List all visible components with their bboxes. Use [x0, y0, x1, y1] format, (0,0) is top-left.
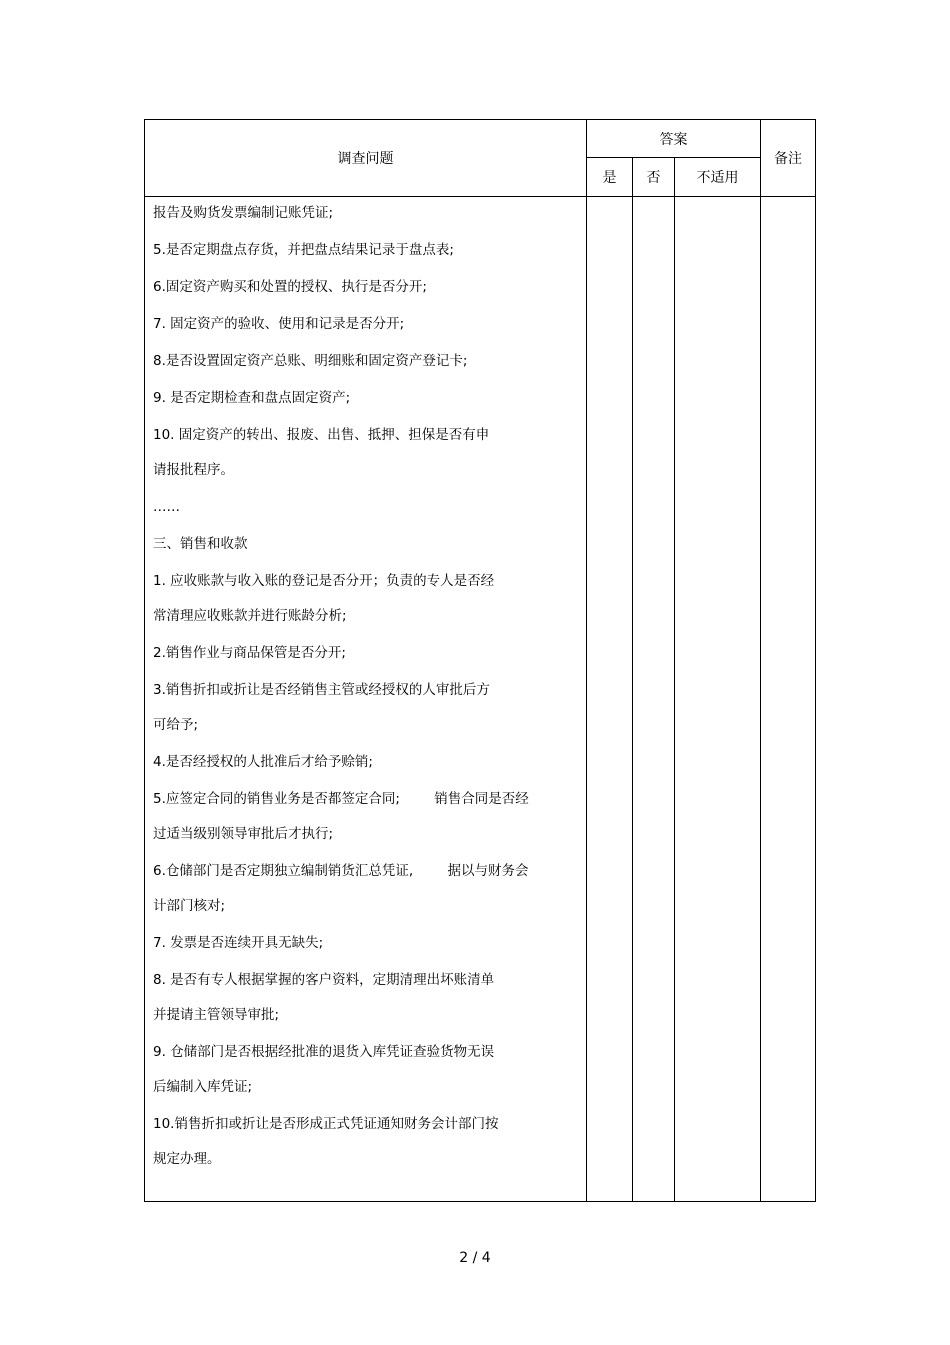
page-number: 2 / 4 [459, 1250, 491, 1266]
question-item [153, 202, 586, 224]
question-line: 常清理应收账款并进行账龄分析; [153, 608, 347, 624]
question-cell [145, 197, 587, 1202]
question-item [153, 932, 586, 954]
question-item [153, 533, 586, 555]
question-item [153, 751, 586, 773]
answer-no-cell[interactable] [633, 197, 675, 1202]
question-item [153, 1041, 586, 1098]
question-line: 计部门核对; [153, 898, 226, 914]
question-line: 请报批程序。 [153, 462, 234, 478]
answer-na-cell[interactable] [675, 197, 761, 1202]
question-item [153, 496, 586, 518]
question-line: 4.是否经授权的人批准后才给予赊销; [153, 754, 373, 770]
question-line: 报告及购货发票编制记账凭证; [153, 205, 334, 221]
question-line: 9. 是否定期检查和盘点固定资产; [153, 390, 351, 406]
header-no: 否 [633, 158, 675, 197]
remark-cell[interactable] [761, 197, 816, 1202]
answer-yes-cell[interactable] [587, 197, 633, 1202]
question-item [153, 679, 586, 736]
question-line: 1. 应收账款与收入账的登记是否分开；负责的专人是否经 [153, 573, 495, 589]
question-item [153, 424, 586, 481]
question-line: 5.应签定合同的销售业务是否都签定合同; 销售合同是否经 [153, 791, 529, 807]
question-line: 可给予; [153, 717, 199, 733]
question-line: 10.销售折扣或折让是否形成正式凭证通知财务会计部门按 [153, 1116, 499, 1132]
question-item [153, 788, 586, 845]
header-answer: 答案 [587, 120, 761, 158]
question-item [153, 276, 586, 298]
question-line: 9. 仓储部门是否根据经批准的退货入库凭证查验货物无误 [153, 1044, 495, 1060]
header-question: 调查问题 [145, 120, 587, 197]
question-line: 6.固定资产购买和处置的授权、执行是否分开; [153, 279, 427, 295]
question-item [153, 570, 586, 627]
question-item [153, 387, 586, 409]
question-item [153, 313, 586, 335]
question-line: 过适当级别领导审批后才执行; [153, 826, 334, 842]
question-item [153, 239, 586, 261]
question-line: …… [153, 499, 180, 515]
header-na: 不适用 [675, 158, 761, 197]
question-line: 5.是否定期盘点存货，并把盘点结果记录于盘点表; [153, 242, 454, 258]
question-item [153, 860, 586, 917]
question-line: 3.销售折扣或折让是否经销售主管或经授权的人审批后方 [153, 682, 490, 698]
question-line: 10. 固定资产的转出、报废、出售、抵押、担保是否有申 [153, 427, 490, 443]
question-line: 6.仓储部门是否定期独立编制销货汇总凭证, 据以与财务会 [153, 863, 529, 879]
question-item [153, 350, 586, 372]
question-line: 7. 发票是否连续开具无缺失; [153, 935, 324, 951]
question-line: 规定办理。 [153, 1151, 221, 1167]
header-remark: 备注 [761, 120, 816, 197]
question-line: 8.是否设置固定资产总账、明细账和固定资产登记卡; [153, 353, 468, 369]
question-item [153, 642, 586, 664]
question-line: 三、销售和收款 [153, 536, 248, 552]
question-item [153, 969, 586, 1026]
question-item [153, 1113, 586, 1170]
question-line: 2.销售作业与商品保管是否分开; [153, 645, 346, 661]
survey-table [144, 119, 816, 1202]
question-line: 7. 固定资产的验收、使用和记录是否分开; [153, 316, 405, 332]
question-line: 后编制入库凭证; [153, 1079, 253, 1095]
question-list [145, 197, 586, 1170]
header-yes: 是 [587, 158, 633, 197]
question-line: 并提请主管领导审批; [153, 1007, 280, 1023]
question-line: 8. 是否有专人根据掌握的客户资料，定期清理出坏账清单 [153, 972, 495, 988]
